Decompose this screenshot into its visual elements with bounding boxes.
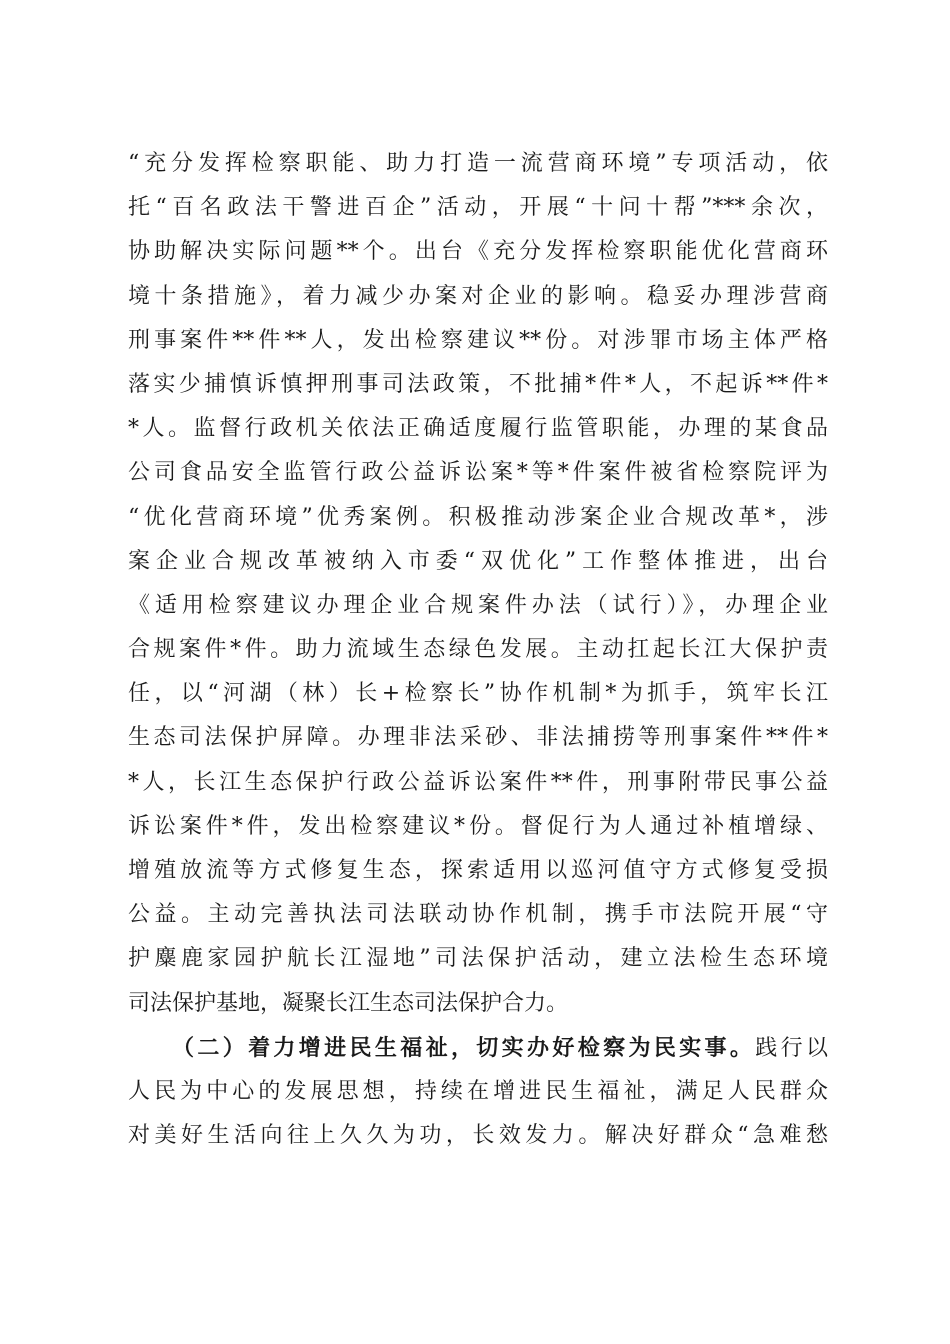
text-line: 公益。主动完善执法司法联动协作机制，携手市法院开展“守 — [128, 902, 828, 928]
paragraph-1 — [128, 142, 828, 1026]
text-line: 任，以“河湖（林）长+检察长”协作机制*为抓手，筑牢长江 — [128, 681, 828, 707]
document-body — [128, 142, 828, 1158]
text-line: *人。监督行政机关依法正确适度履行监管职能，办理的某食品 — [128, 416, 828, 442]
text-line: 《适用检察建议办理企业合规案件办法（试行）》，办理企业 — [128, 592, 828, 618]
text-line: 人民为中心的发展思想，持续在增进民生福祉，满足人民群众 — [128, 1078, 828, 1104]
text-line: 对美好生活向往上久久为功，长效发力。解决好群众“急难愁 — [128, 1123, 828, 1149]
text-line: *人，长江生态保护行政公益诉讼案件**件，刑事附带民事公益 — [128, 769, 828, 795]
text-line — [128, 1026, 828, 1070]
text-line: 落实少捕慎诉慎押刑事司法政策，不批捕*件*人，不起诉**件* — [128, 371, 828, 397]
text-line: 案企业合规改革被纳入市委“双优化”工作整体推进，出台 — [128, 548, 828, 574]
text-line: “优化营商环境”优秀案例。积极推动涉案企业合规改革*，涉 — [128, 504, 828, 530]
text-fragment: 践行以 — [755, 1035, 828, 1061]
text-line: 生态司法保护屏障。办理非法采砂、非法捕捞等刑事案件**件* — [128, 725, 828, 751]
text-line: 托“百名政法干警进百企”活动，开展“十问十帮”***余次， — [128, 195, 828, 221]
text-line: 境十条措施》，着力减少办案对企业的影响。稳妥办理涉营商 — [128, 283, 828, 309]
text-line: 诉讼案件*件，发出检察建议*份。督促行为人通过补植增绿、 — [128, 813, 828, 839]
text-line: “充分发挥检察职能、助力打造一流营商环境”专项活动，依 — [128, 151, 828, 176]
text-line: 公司食品安全监管行政公益诉讼案*等*件案件被省检察院评为 — [128, 460, 828, 486]
paragraph-2 — [128, 1026, 828, 1159]
text-line: 增殖放流等方式修复生态，探索适用以巡河值守方式修复受损 — [128, 858, 828, 883]
text-line: 护麋鹿家园护航长江湿地”司法保护活动，建立法检生态环境 — [128, 946, 828, 972]
section-heading: （二）着力增进民生福祉，切实办好检察为民实事。 — [172, 1034, 756, 1061]
text-line: 刑事案件**件**人，发出检察建议**份。对涉罪市场主体严格 — [128, 327, 828, 353]
text-line: 协助解决实际问题**个。出台《充分发挥检察职能优化营商环 — [128, 239, 828, 265]
text-line: 司法保护基地，凝聚长江生态司法保护合力。 — [128, 990, 569, 1016]
text-line: 合规案件*件。助力流域生态绿色发展。主动扛起长江大保护责 — [128, 637, 828, 663]
